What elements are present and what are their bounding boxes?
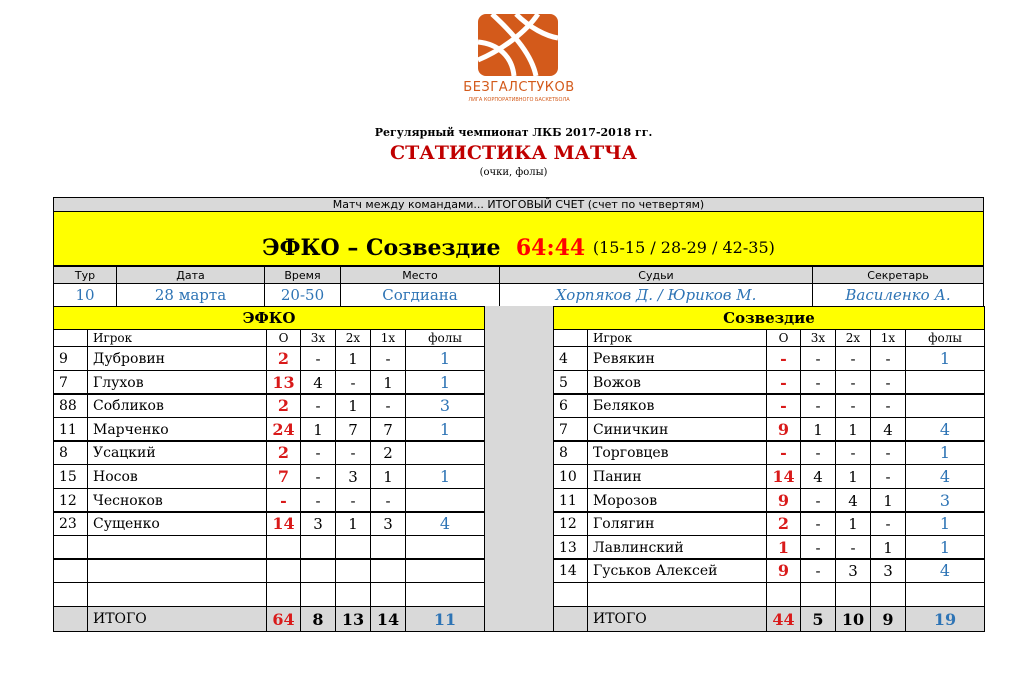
- final-score: 64:44: [515, 234, 586, 261]
- player-name-cell: Глухов: [87, 370, 267, 395]
- player-name-cell: [587, 582, 767, 607]
- info-value-time: 20-50: [264, 283, 341, 307]
- player-fouls-cell: 4: [905, 464, 985, 489]
- player-num-cell: 8: [53, 440, 88, 465]
- player-three-cell: -: [300, 346, 336, 371]
- player-pts-cell: -: [766, 440, 801, 465]
- player-one-cell: -: [870, 393, 906, 418]
- player-name-cell: Собликов: [87, 393, 267, 418]
- info-value-date: 28 марта: [116, 283, 265, 307]
- player-name-cell: Беляков: [587, 393, 767, 418]
- info-label-round: Тур: [53, 266, 117, 284]
- total-label: ИТОГО: [87, 606, 267, 632]
- score-line: [53, 211, 984, 266]
- player-fouls-cell: [905, 370, 985, 395]
- player-one-cell: -: [370, 393, 406, 418]
- player-pts-cell: [766, 582, 801, 607]
- player-three-cell: -: [800, 511, 836, 536]
- player-fouls-cell: 1: [405, 346, 485, 371]
- player-num-cell: 11: [553, 488, 588, 513]
- brand-tagline: ЛИГА КОРПОРАТИВНОГО БАСКЕТБОЛА: [468, 97, 570, 103]
- info-label-time: Время: [264, 266, 341, 284]
- player-pts-cell: [266, 558, 301, 583]
- player-pts-cell: 2: [266, 346, 301, 371]
- player-two-cell: 1: [835, 464, 871, 489]
- player-fouls-cell: 1: [405, 370, 485, 395]
- player-pts-cell: 2: [266, 440, 301, 465]
- player-num-cell: 88: [53, 393, 88, 418]
- total-points: 44: [766, 606, 801, 632]
- player-fouls-cell: 4: [405, 511, 485, 536]
- info-label-referees: Судьи: [499, 266, 813, 284]
- player-name-cell: Чесноков: [87, 488, 267, 513]
- title-note: (очки, фолы): [479, 167, 548, 178]
- player-three-cell: 4: [800, 464, 836, 489]
- player-pts-cell: [266, 535, 301, 560]
- player-pts-cell: 13: [266, 370, 301, 395]
- player-three-cell: [800, 582, 836, 607]
- col-header-three: 3х: [300, 329, 336, 347]
- player-one-cell: -: [870, 346, 906, 371]
- player-num-cell: 11: [53, 417, 88, 442]
- player-one-cell: [370, 535, 406, 560]
- col-header-fouls: фолы: [405, 329, 485, 347]
- player-fouls-cell: [405, 488, 485, 513]
- player-three-cell: -: [800, 535, 836, 560]
- player-name-cell: Синичкин: [587, 417, 767, 442]
- player-one-cell: -: [370, 488, 406, 513]
- player-pts-cell: -: [766, 370, 801, 395]
- info-value-secretary: Василенко А.: [812, 283, 984, 307]
- total-blank-cell: [553, 606, 588, 632]
- total-two: 10: [835, 606, 871, 632]
- total-three: 5: [800, 606, 836, 632]
- player-fouls-cell: 4: [905, 417, 985, 442]
- player-num-cell: [53, 582, 88, 607]
- player-pts-cell: 14: [266, 511, 301, 536]
- player-three-cell: -: [800, 440, 836, 465]
- col-header-one: 1х: [370, 329, 406, 347]
- info-value-referees: Хорпяков Д. / Юриков М.: [499, 283, 813, 307]
- player-two-cell: [335, 558, 371, 583]
- player-three-cell: -: [300, 393, 336, 418]
- player-pts-cell: [266, 582, 301, 607]
- col-header-player: Игрок: [87, 329, 267, 347]
- player-two-cell: -: [335, 440, 371, 465]
- player-name-cell: Гуськов Алексей: [587, 558, 767, 583]
- player-one-cell: 1: [370, 464, 406, 489]
- player-num-cell: 7: [553, 417, 588, 442]
- total-fouls: 19: [905, 606, 985, 632]
- player-three-cell: [300, 582, 336, 607]
- player-pts-cell: -: [766, 393, 801, 418]
- player-pts-cell: 9: [766, 558, 801, 583]
- col-header-three: 3х: [800, 329, 836, 347]
- player-name-cell: Ревякин: [587, 346, 767, 371]
- info-value-round: 10: [53, 283, 117, 307]
- player-fouls-cell: [405, 558, 485, 583]
- player-three-cell: -: [300, 440, 336, 465]
- player-name-cell: Дубровин: [87, 346, 267, 371]
- player-num-cell: 13: [553, 535, 588, 560]
- total-one: 9: [870, 606, 906, 632]
- col-header-two: 2х: [835, 329, 871, 347]
- total-label: ИТОГО: [587, 606, 767, 632]
- player-name-cell: Голягин: [587, 511, 767, 536]
- player-one-cell: -: [870, 511, 906, 536]
- info-value-venue: Согдиана: [340, 283, 500, 307]
- col-header-points: О: [766, 329, 801, 347]
- player-three-cell: [300, 535, 336, 560]
- player-pts-cell: 7: [266, 464, 301, 489]
- player-one-cell: 1: [870, 488, 906, 513]
- player-two-cell: 1: [835, 511, 871, 536]
- player-fouls-cell: 1: [905, 511, 985, 536]
- match-banner: Матч между командами... ИТОГОВЫЙ СЧЕТ (счет по четвертям): [53, 197, 984, 212]
- player-two-cell: [335, 582, 371, 607]
- player-fouls-cell: [905, 393, 985, 418]
- player-three-cell: -: [300, 488, 336, 513]
- player-num-cell: 7: [53, 370, 88, 395]
- player-two-cell: -: [835, 440, 871, 465]
- player-one-cell: [370, 582, 406, 607]
- player-num-cell: 12: [553, 511, 588, 536]
- col-header-number: [53, 329, 88, 347]
- player-two-cell: -: [835, 535, 871, 560]
- player-three-cell: 1: [300, 417, 336, 442]
- player-fouls-cell: 1: [405, 464, 485, 489]
- player-num-cell: 6: [553, 393, 588, 418]
- total-two: 13: [335, 606, 371, 632]
- player-two-cell: 7: [335, 417, 371, 442]
- player-one-cell: -: [370, 346, 406, 371]
- player-pts-cell: 9: [766, 417, 801, 442]
- player-num-cell: 4: [553, 346, 588, 371]
- player-pts-cell: 14: [766, 464, 801, 489]
- player-one-cell: 3: [870, 558, 906, 583]
- player-fouls-cell: 1: [405, 417, 485, 442]
- player-two-cell: 1: [335, 393, 371, 418]
- team-separator: [484, 306, 554, 632]
- player-two-cell: -: [335, 488, 371, 513]
- player-fouls-cell: [405, 582, 485, 607]
- player-pts-cell: -: [266, 488, 301, 513]
- total-blank-cell: [53, 606, 88, 632]
- col-header-points: О: [266, 329, 301, 347]
- total-three: 8: [300, 606, 336, 632]
- player-name-cell: Марченко: [87, 417, 267, 442]
- player-two-cell: -: [835, 346, 871, 371]
- player-one-cell: 7: [370, 417, 406, 442]
- player-one-cell: 1: [870, 535, 906, 560]
- player-pts-cell: 9: [766, 488, 801, 513]
- player-fouls-cell: [905, 582, 985, 607]
- player-num-cell: [53, 535, 88, 560]
- player-two-cell: 3: [835, 558, 871, 583]
- player-name-cell: Панин: [587, 464, 767, 489]
- player-name-cell: Усацкий: [87, 440, 267, 465]
- player-name-cell: Вожов: [587, 370, 767, 395]
- team-a-name: ЭФКО: [53, 306, 485, 330]
- player-num-cell: 9: [53, 346, 88, 371]
- player-name-cell: Морозов: [587, 488, 767, 513]
- player-num-cell: 10: [553, 464, 588, 489]
- player-fouls-cell: 1: [905, 535, 985, 560]
- player-one-cell: 4: [870, 417, 906, 442]
- player-pts-cell: -: [766, 346, 801, 371]
- player-name-cell: [87, 582, 267, 607]
- col-header-two: 2х: [335, 329, 371, 347]
- player-num-cell: [553, 582, 588, 607]
- match-sheet: [53, 197, 984, 632]
- player-name-cell: Сущенко: [87, 511, 267, 536]
- player-one-cell: 2: [370, 440, 406, 465]
- player-three-cell: -: [800, 370, 836, 395]
- player-two-cell: -: [835, 370, 871, 395]
- player-three-cell: 4: [300, 370, 336, 395]
- player-two-cell: 3: [335, 464, 371, 489]
- player-pts-cell: 1: [766, 535, 801, 560]
- info-label-venue: Место: [340, 266, 500, 284]
- league-logo: [476, 12, 560, 78]
- info-label-secretary: Секретарь: [812, 266, 984, 284]
- player-two-cell: 4: [835, 488, 871, 513]
- player-fouls-cell: 3: [905, 488, 985, 513]
- player-two-cell: 1: [335, 511, 371, 536]
- team-b-name: Созвездие: [553, 306, 985, 330]
- player-one-cell: 1: [370, 370, 406, 395]
- player-pts-cell: 2: [266, 393, 301, 418]
- player-num-cell: 15: [53, 464, 88, 489]
- player-num-cell: [53, 558, 88, 583]
- total-one: 14: [370, 606, 406, 632]
- player-one-cell: -: [870, 464, 906, 489]
- player-two-cell: [335, 535, 371, 560]
- col-header-fouls: фолы: [905, 329, 985, 347]
- col-header-one: 1х: [870, 329, 906, 347]
- player-three-cell: -: [800, 346, 836, 371]
- player-two-cell: 1: [335, 346, 371, 371]
- player-three-cell: -: [800, 393, 836, 418]
- player-three-cell: -: [800, 558, 836, 583]
- info-label-date: Дата: [116, 266, 265, 284]
- total-fouls: 11: [405, 606, 485, 632]
- player-fouls-cell: 1: [905, 440, 985, 465]
- player-num-cell: 8: [553, 440, 588, 465]
- championship-subtitle: Регулярный чемпионат ЛКБ 2017-2018 гг.: [374, 126, 653, 139]
- player-one-cell: [870, 582, 906, 607]
- player-fouls-cell: 3: [405, 393, 485, 418]
- player-fouls-cell: [405, 535, 485, 560]
- player-two-cell: -: [335, 370, 371, 395]
- player-one-cell: -: [870, 370, 906, 395]
- col-header-player: Игрок: [587, 329, 767, 347]
- player-three-cell: [300, 558, 336, 583]
- player-num-cell: 12: [53, 488, 88, 513]
- player-name-cell: [87, 535, 267, 560]
- match-teams: ЭФКО – Созвездие: [262, 234, 501, 261]
- player-three-cell: 3: [300, 511, 336, 536]
- quarter-scores: (15-15 / 28-29 / 42-35): [592, 238, 775, 257]
- player-fouls-cell: 1: [905, 346, 985, 371]
- player-three-cell: -: [300, 464, 336, 489]
- player-three-cell: -: [800, 488, 836, 513]
- player-three-cell: 1: [800, 417, 836, 442]
- player-one-cell: [370, 558, 406, 583]
- player-num-cell: 14: [553, 558, 588, 583]
- player-name-cell: Торговцев: [587, 440, 767, 465]
- player-two-cell: [835, 582, 871, 607]
- player-one-cell: -: [870, 440, 906, 465]
- player-one-cell: 3: [370, 511, 406, 536]
- player-num-cell: 5: [553, 370, 588, 395]
- player-two-cell: -: [835, 393, 871, 418]
- player-name-cell: [87, 558, 267, 583]
- player-fouls-cell: [405, 440, 485, 465]
- total-points: 64: [266, 606, 301, 632]
- player-num-cell: 23: [53, 511, 88, 536]
- player-name-cell: Носов: [87, 464, 267, 489]
- player-two-cell: 1: [835, 417, 871, 442]
- page-title: СТАТИСТИКА МАТЧА: [390, 142, 637, 164]
- player-pts-cell: 24: [266, 417, 301, 442]
- player-pts-cell: 2: [766, 511, 801, 536]
- col-header-number: [553, 329, 588, 347]
- brand-name: БЕЗГАЛСТУКОВ: [463, 80, 575, 95]
- player-fouls-cell: 4: [905, 558, 985, 583]
- player-name-cell: Лавлинский: [587, 535, 767, 560]
